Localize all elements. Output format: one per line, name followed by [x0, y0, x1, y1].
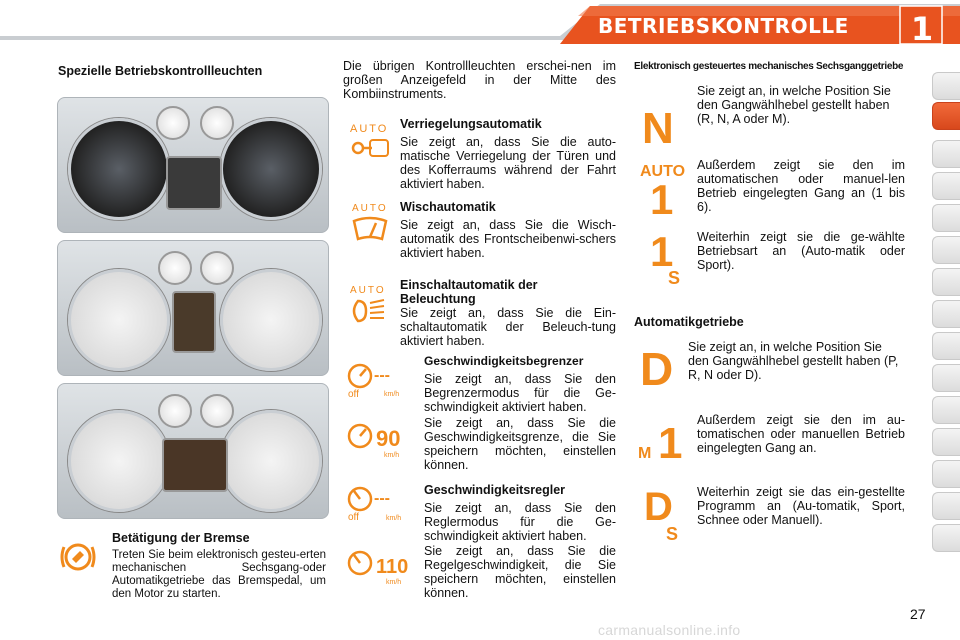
temp-gauge	[200, 106, 234, 140]
wiper-text: Sie zeigt an, dass Sie die Wisch-automatik des Frontscheibenwi-schers aktiviert haben.	[400, 218, 616, 260]
chapter-tab[interactable]	[932, 428, 960, 456]
auto-lights-icon	[348, 283, 392, 329]
limiter-title: Geschwindigkeitsbegrenzer	[424, 354, 584, 368]
gear-d-icon	[640, 343, 680, 389]
brake-text: Treten Sie beim elektronisch gesteu-erten mechanischen Sechsgang-oder Automatikgetriebe das Bremspedal, um den Motor zu starten.	[112, 549, 326, 600]
temp-gauge	[200, 394, 234, 428]
chapter-tab[interactable]	[932, 332, 960, 360]
page-number: 27	[910, 606, 926, 622]
fuel-gauge	[156, 106, 190, 140]
chapter-tab[interactable]	[932, 140, 960, 168]
speedometer-gauge	[220, 118, 322, 220]
off-label: off	[348, 512, 359, 523]
tachometer-gauge	[68, 410, 170, 512]
n-text: Sie zeigt an, in welche Position Sie den Gangwählhebel gestellt haben (R, N, A oder M).	[697, 84, 891, 126]
cruise-text-1: Sie zeigt an, dass Sie den Reglermodus für die Ge-schwindigkeit aktiviert haben.	[424, 501, 616, 543]
center-display	[172, 291, 216, 353]
speed-limiter-off-icon	[346, 360, 412, 400]
auto-wiper-icon	[350, 201, 392, 245]
lock-text: Sie zeigt an, dass Sie die auto-matische Verriegelung der Türen und des Kofferraums während der Fahrt aktiviert haben.	[400, 135, 616, 191]
center-display	[166, 156, 222, 210]
lights-text: Sie zeigt an, dass Sie die Ein-schaltautomatik der Beleuch-tung aktiviert haben.	[400, 306, 616, 348]
manual-letter: M	[638, 445, 652, 462]
kmh-label: km/h	[386, 515, 402, 522]
cruise-text-2: Sie zeigt an, dass Sie die Regelgeschwindigkeit, die Sie speichern möchten, einstellen können.	[424, 544, 616, 600]
section-heading: Spezielle Betriebskontrollleuchten	[58, 64, 263, 78]
gearbox-heading: Elektronisch gesteuertes mechanisches Sechsganggetriebe	[634, 61, 904, 72]
auto-lock-icon	[348, 120, 392, 164]
chapter-tab[interactable]	[932, 396, 960, 424]
gear-auto-1-icon	[638, 160, 688, 216]
kmh-label: km/h	[386, 579, 402, 586]
chapter-tab[interactable]	[932, 268, 960, 296]
cruise-title: Geschwindigkeitsregler	[424, 483, 566, 497]
gear-n-letter: N	[642, 104, 674, 147]
d-text: Sie zeigt an, in welche Position Sie den Gangwählhebel gestellt haben (P, R, N oder D).	[688, 340, 899, 382]
speedometer-gauge	[220, 410, 322, 512]
gear-1-digit: 1	[650, 176, 674, 216]
auto-label: AUTO	[350, 123, 389, 135]
page-title: BETRIEBSKONTROLLE	[598, 14, 849, 38]
gear-1-digit: 1	[650, 228, 674, 275]
center-display	[162, 438, 228, 492]
gear-1-digit: 1	[658, 419, 683, 462]
instrument-cluster-image	[57, 97, 329, 233]
auto-label: AUTO	[350, 285, 386, 296]
cruise-dashes: ---	[374, 490, 390, 507]
auto1-text: Außerdem zeigt sie den im automatischen oder manuel-len Betrieb eingelegten Gang an (1 bis 6).	[697, 158, 905, 214]
gear-1-sport-icon	[646, 228, 686, 286]
limiter-dashes: ---	[374, 367, 390, 384]
cruise-control-110-icon	[346, 547, 412, 587]
cruise-control-off-icon	[346, 483, 412, 523]
speed-limiter-90-icon	[346, 420, 412, 460]
sport-letter: S	[666, 524, 679, 542]
lights-title: Einschaltautomatik der Beleuchtung	[400, 278, 538, 306]
speedometer-gauge	[220, 269, 322, 371]
chapter-tab[interactable]	[932, 172, 960, 200]
chapter-tab[interactable]	[932, 460, 960, 488]
wiper-title: Wischautomatik	[400, 200, 496, 214]
gear-d-letter: D	[640, 343, 674, 389]
gear-d-sport-icon	[644, 484, 690, 542]
brake-title: Betätigung der Bremse	[112, 531, 250, 545]
instrument-cluster-image	[57, 240, 329, 376]
m1-text: Außerdem zeigt sie den im au-tomatischen oder manuellen Betrieb eingelegten Gang an.	[697, 413, 905, 455]
auto-label: AUTO	[352, 203, 388, 214]
kmh-label: km/h	[384, 391, 400, 398]
automatic-heading: Automatikgetriebe	[634, 315, 744, 329]
chapter-tab[interactable]	[932, 524, 960, 552]
gear-d-letter: D	[644, 485, 673, 529]
auto-label: AUTO	[640, 163, 686, 180]
speed-90-value: 90	[376, 426, 401, 451]
speed-110-value: 110	[376, 556, 409, 578]
off-label: off	[348, 389, 359, 400]
chapter-tab[interactable]	[932, 72, 960, 100]
chapter-tab[interactable]	[932, 236, 960, 264]
chapter-tab[interactable]	[932, 300, 960, 328]
fuel-gauge	[158, 394, 192, 428]
gear-m1-icon	[638, 418, 690, 462]
chapter-number: 1	[910, 10, 934, 48]
tachometer-gauge	[68, 269, 170, 371]
gear-n-icon	[640, 103, 686, 147]
chapter-tab[interactable]	[932, 204, 960, 232]
fuel-gauge	[158, 251, 192, 285]
sport-letter: S	[668, 268, 681, 286]
kmh-label: km/h	[384, 452, 400, 459]
limiter-text-1: Sie zeigt an, dass Sie den Begrenzermodus für die Ge-schwindigkeit aktiviert haben.	[424, 372, 616, 414]
chapter-tab-active[interactable]	[932, 102, 960, 130]
tachometer-gauge	[68, 118, 170, 220]
ds-text: Weiterhin zeigt sie das ein-gestellte Programm an (Au-tomatik, Sport, Schnee oder Manuell).	[697, 485, 905, 527]
limiter-text-2: Sie zeigt an, dass Sie die Geschwindigkeitsgrenze, die Sie speichern möchten, einstellen können.	[424, 416, 616, 472]
lock-title: Verriegelungsautomatik	[400, 117, 542, 131]
instrument-cluster-image	[57, 383, 329, 519]
chapter-tab[interactable]	[932, 492, 960, 520]
chapter-tab[interactable]	[932, 364, 960, 392]
temp-gauge	[200, 251, 234, 285]
intro-text: Die übrigen Kontrollleuchten erschei-nen im großen Anzeigefeld in der Mitte des Kombiinstruments.	[343, 59, 616, 101]
brake-pedal-icon	[60, 539, 96, 575]
s1-text: Weiterhin zeigt sie die ge-wählte Betriebsart an (Auto-matik oder Sport).	[697, 230, 905, 272]
watermark: carmanualsonline.info	[598, 622, 741, 638]
